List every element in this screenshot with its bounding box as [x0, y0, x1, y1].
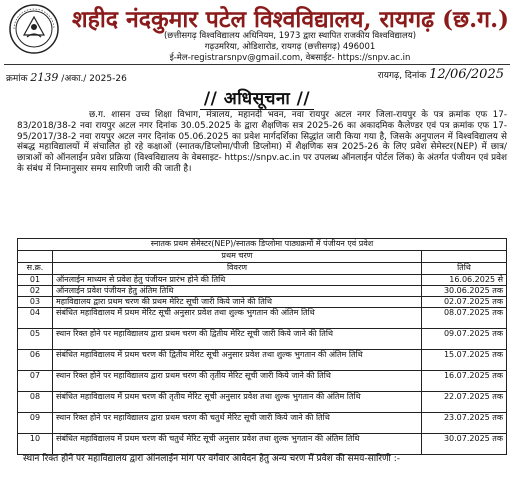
table-row — [18, 329, 507, 350]
reference-place: रायगढ़, दिनांक — [377, 71, 427, 81]
row-details: ऑनलाईन माध्यम से प्रवेश हेतु पंजीयन प्रारंभ होने की तिथि — [53, 275, 422, 286]
row-sn: 03 — [18, 297, 53, 308]
table-row — [18, 308, 507, 329]
row-sn: 07 — [18, 371, 53, 392]
table-row — [18, 286, 507, 297]
reference-number-value: 2139 — [30, 71, 59, 84]
row-sn: 02 — [18, 286, 53, 297]
table-row — [18, 297, 507, 308]
reference-suffix: /अका./ 2025-26 — [61, 74, 127, 84]
row-sn: 08 — [18, 392, 53, 413]
table-row — [18, 413, 507, 434]
column-header-sn: स.क्र. — [18, 263, 53, 275]
university-name: शहीद नंदकुमार पटेल विश्वविद्यालय, रायगढ़ (छ.ग.) — [72, 6, 509, 33]
row-sn: 10 — [18, 434, 53, 455]
row-details: संबंधित महाविद्यालय में प्रथम चरण की तृतीय मेरिट सूची अनुसार प्रवेश तथा शुल्क भुगतान की अंतिम तिथि — [53, 392, 422, 413]
admission-schedule-table — [17, 238, 507, 455]
header-address-line: गढ़उमरिया, ओडिशारोड, रायगढ़ (छत्तीसगढ़) 496001 — [204, 42, 376, 52]
header-establishment-line: (छत्तीसगढ़ विश्वविद्यालय अधिनियम, 1973 द्वारा स्थापित राजकीय विश्वविद्यालय) — [163, 31, 417, 41]
row-details: स्थान रिक्त होने पर महाविद्यालय द्वारा प्रथम चरण की द्वितीय मेरिट सूची जारी किये जाने की तिथि — [53, 329, 422, 350]
row-details: संबंधित महाविद्यालय में प्रथम चरण की चतुर्थ मेरिट सूची अनुसार प्रवेश तथा शुल्क भुगतान की अंतिम तिथि — [53, 434, 422, 455]
header-contact-line: ई-मेल-registrarsnpv@gmail.com, वेबसाईट- https://snpv.ac.in — [169, 53, 411, 63]
row-date: 02.07.2025 तक — [422, 297, 507, 308]
phase-blank-cell — [18, 251, 53, 263]
row-details: ऑनलाईन प्रवेश पंजीयन हेतु अंतिम तिथि — [53, 286, 422, 297]
notification-body: छ.ग. शासन उच्च शिक्षा विभाग, मंत्रालय, महानदी भवन, नवा रायपुर अटल नगर जिला-रायपुर के पत्र क्रमांक एफ 17-83/2018/38-2 नवा रायपुर अटल नगर दिनांक 30.05.2025 के द्वारा शैक्षणिक सत्र 2025-26 का अकादमिक कैलेण्डर एवं पत्र क्रमांक एफ 17-95/2017/38-2 नवा रायपुर अटल नगर दिनांक 05.06.2025 का प्रवेश मार्गदर्शिका सिद्धांत जारी किया गया है, जिसके अनुपालन में विश्वविद्यालय से संबद्ध महाविद्यालयों में संचालित हो रहे कक्षाओं (स्नातक/डिप्लोमा/पीजी डिप्लोमा) में शैक्षणिक सत्र 2025-26 के लिए प्रवेश सेमेस्टर(NEP) में छात्र/छात्राओं को ऑनलाईन प्रवेश प्रक्रिया (विश्वविद्यालय के वेबसाइट- https://snpv.ac.in पर उपलब्ध ऑनलाईन पोर्टल लिंक) के अंतर्गत पंजीयन एवं प्रवेश के संबंध में निम्नानुसार समय सारिणी जारी की जाती है। — [17, 110, 507, 174]
notification-heading-text: // अधिसूचना // — [200, 89, 314, 110]
phase-blank-cell — [422, 251, 507, 263]
table-row — [18, 350, 507, 371]
row-sn: 06 — [18, 350, 53, 371]
row-date: 30.07.2025 तक — [422, 434, 507, 455]
row-sn: 01 — [18, 275, 53, 286]
row-details: संबंधित महाविद्यालय में प्रथम चरण की द्वितीय मेरिट सूची अनुसार प्रवेश तथा शुल्क भुगतान की अंतिम तिथि — [53, 350, 422, 371]
row-details: स्थान रिक्त होने पर महाविद्यालय द्वारा प्रथम चरण की तृतीय मेरिट सूची जारी किये जाने की तिथि — [53, 371, 422, 392]
row-date: 16.07.2025 तक — [422, 371, 507, 392]
row-date: 09.07.2025 तक — [422, 329, 507, 350]
row-date: 30.06.2025 तक — [422, 286, 507, 297]
table-row — [18, 371, 507, 392]
university-seal-logo — [8, 3, 60, 55]
schedule-caption: स्नातक प्रथम सेमेस्टर(NEP)/स्नातक डिप्लोमा पाठ्यक्रमों में पंजीयन एवं प्रवेश — [18, 239, 507, 251]
reference-date-value: 12/06/2025 — [429, 67, 504, 82]
row-sn: 04 — [18, 308, 53, 329]
row-date: 15.07.2025 तक — [422, 350, 507, 371]
table-row — [18, 434, 507, 455]
row-sn: 09 — [18, 413, 53, 434]
header-divider — [4, 64, 510, 65]
column-header-details: विवरण — [53, 263, 422, 275]
row-date: 08.07.2025 तक — [422, 308, 507, 329]
row-details: स्थान रिक्त होने पर महाविद्यालय द्वारा प्रथम चरण की चतुर्थ मेरिट सूची जारी किये जाने की तिथि — [53, 413, 422, 434]
reference-number — [6, 71, 127, 84]
row-date: 16.06.2025 से — [422, 275, 507, 286]
table-row — [18, 392, 507, 413]
reference-prefix: क्रमांक — [6, 74, 28, 84]
column-header-date: तिथि — [422, 263, 507, 275]
row-date: 22.07.2025 तक — [422, 392, 507, 413]
table-row — [18, 275, 507, 286]
row-date: 23.07.2025 तक — [422, 413, 507, 434]
schedule-phase: प्रथम चरण — [53, 251, 422, 263]
row-details: महाविद्यालय द्वारा प्रथम चरण की प्रथम मेरिट सूची जारी किये जाने की तिथि — [53, 297, 422, 308]
row-sn: 05 — [18, 329, 53, 350]
reference-row — [6, 67, 512, 85]
reference-date — [378, 67, 504, 82]
row-details: संबंधित महाविद्यालय में प्रथम मेरिट सूची अनुसार प्रवेश तथा शुल्क भुगतान की अंतिम तिथि — [53, 308, 422, 329]
footer-note: स्थान रिक्त होने पर महाविद्यालय द्वारा ऑनलाईन मांग पर वर्गवार आवेदन हेतु अन्य चरण में प्रवेश की समय-सारिणी :- — [23, 454, 401, 464]
notification-heading — [0, 86, 514, 109]
